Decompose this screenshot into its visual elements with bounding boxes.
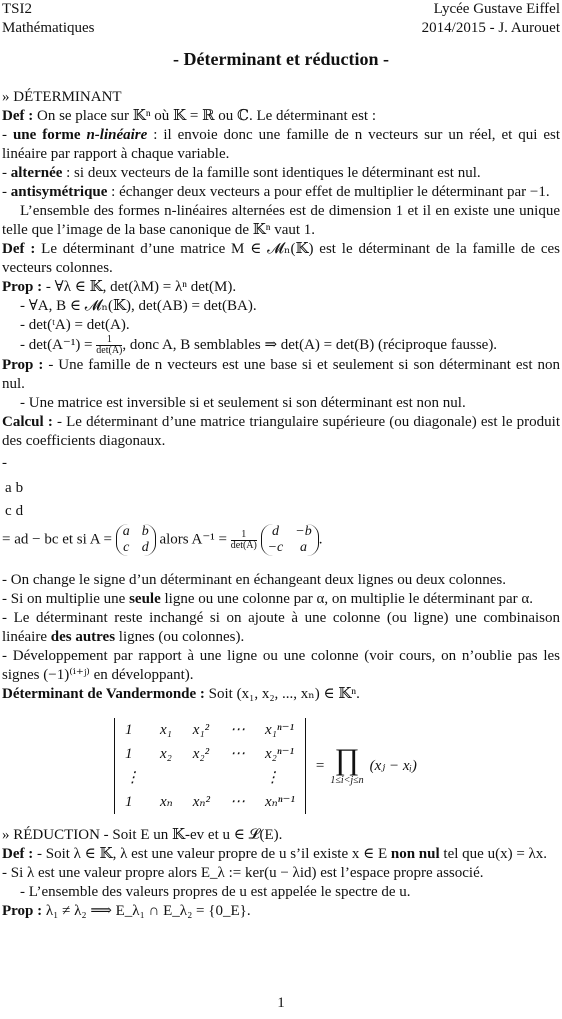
- matrix-cell: d: [141, 540, 149, 555]
- product-formula: = ∏ 1≤i<j≤n (xⱼ − xᵢ): [315, 743, 417, 786]
- def-label: Def :: [2, 108, 34, 124]
- matrix-cell: x₂ⁿ⁻¹: [264, 746, 294, 762]
- matrix-cell: x₁²: [192, 722, 210, 738]
- matrix-cell: −b: [295, 524, 312, 539]
- def-block-1: [2, 107, 560, 126]
- matrix-cell: xₙ²: [192, 794, 210, 810]
- section-heading-determinant: » DÉTERMINANT: [2, 89, 122, 105]
- calcul-block: [2, 413, 560, 451]
- prop2-b: - Une matrice est inversible si et seulement si son déterminant est non nul.: [20, 395, 466, 411]
- matrix-cell: 1: [125, 746, 133, 762]
- matrix-row: [262, 540, 318, 556]
- reste-post: lignes (ou colonnes).: [115, 629, 245, 645]
- matrix-row: [262, 524, 318, 540]
- matrix-A-inverse: [261, 524, 319, 556]
- matrix-row: [115, 742, 306, 766]
- reste-bold: des autres: [50, 629, 116, 645]
- ensemble-paragraph: L’ensemble des formes n-linéaires alternées est de dimension 1 et il en existe une unique telle que l’image de la base canonique de 𝕂ⁿ vaut 1.: [2, 203, 560, 238]
- prop1-d: [2, 335, 560, 356]
- prop-block-1: [2, 278, 560, 297]
- alternee-item: - alternée : si deux vecteurs de la famille sont identiques le déterminant est nul.: [2, 165, 481, 181]
- matrix-cell: d: [271, 524, 279, 539]
- matrix-cell: a: [122, 524, 130, 539]
- antisym-label: antisymétrique: [10, 184, 108, 200]
- prop-label: Prop :: [2, 279, 43, 295]
- matrix-row: [115, 718, 306, 742]
- forme-label-2: n-linéaire: [86, 127, 148, 143]
- matrix-cell: 1: [125, 794, 133, 810]
- section-heading-reduction: » RÉDUCTION - Soit E un 𝕂-ev et u ∈ 𝓛(E).: [2, 827, 283, 843]
- matrix-row: [4, 478, 24, 499]
- matrix-cell: ⋮: [264, 770, 280, 786]
- matrix-cell: x₂²: [192, 746, 210, 762]
- prop-block-3: [2, 902, 560, 921]
- forme-label: une forme: [12, 127, 81, 143]
- matrix-cell: x₂: [160, 746, 172, 762]
- def3-pre: - Soit λ ∈ 𝕂, λ est une valeur propre de u s’il existe x ∈ E: [36, 846, 391, 862]
- matrix-row: [115, 790, 306, 814]
- forme-text: : il envoie donc une famille de n vecteurs sur un réel, et qui est linéaire par rapport à chaque variable.: [2, 127, 560, 162]
- vandermonde-formula: [114, 718, 560, 814]
- reste-pre: - Le déterminant reste inchangé si on ajoute à une colonne (ou ligne) une combinaison linéaire: [2, 610, 560, 645]
- alternee-text: : si deux vecteurs de la famille sont identiques le déterminant est nul.: [62, 165, 481, 181]
- fraction-numerator: 1: [96, 335, 122, 346]
- espace-propre-item: - Si λ est une valeur propre alors E_λ := ker(u − λid) est l’espace propre associé.: [2, 865, 484, 881]
- def-label: Def :: [2, 846, 34, 862]
- page-header: [0, 0, 562, 38]
- matrix-cell: [150, 766, 183, 790]
- prop1-d-post: , donc A, B semblables ⇒ det(A) = det(B) (réciproque fausse).: [122, 336, 498, 353]
- product-operator: ∏ 1≤i<j≤n: [330, 743, 364, 786]
- matrix-cell: 1: [125, 722, 133, 738]
- matrix-cell: ⋮: [125, 770, 140, 786]
- antisym-text: : échanger deux vecteurs a pour effet de multiplier le déterminant par −1.: [107, 184, 550, 200]
- calc-eq2: alors A⁻¹ =: [159, 531, 227, 548]
- change-item: - On change le signe d’un déterminant en échangeant deux lignes ou deux colonnes.: [2, 572, 507, 588]
- matrix-cell: b: [15, 480, 24, 496]
- matrix-cell: ⋯: [229, 794, 245, 810]
- det2x2-formula: -: [2, 455, 11, 471]
- header-subject: Mathématiques: [2, 20, 95, 36]
- prop1-d-pre: - det(A⁻¹) =: [20, 336, 97, 353]
- dev-item: - Développement par rapport à une ligne ou une colonne (voir cours, on n’oublie pas les signes (−1)⁽ⁱ⁺ʲ⁾ en développant).: [2, 648, 560, 683]
- matrix-cell: ⋯: [229, 746, 245, 762]
- prop1-b: - ∀A, B ∈ 𝓜ₙ(𝕂), det(AB) = det(BA).: [20, 298, 257, 314]
- matrix-cell: −c: [267, 540, 284, 555]
- prop-block-2: [2, 356, 560, 394]
- matrix-row: [4, 501, 24, 522]
- matrix-cell: xₙⁿ⁻¹: [264, 794, 295, 810]
- matrix-cell: x₁: [160, 722, 172, 738]
- prop2-a: - Une famille de n vecteurs est une base si et seulement si son déterminant est non nul.: [2, 357, 561, 392]
- mult-post: ligne ou une colonne par α, on multiplie le déterminant par α.: [160, 591, 534, 607]
- header-year-author: 2014/2015 - J. Aurouet: [421, 20, 560, 36]
- prop-label: Prop :: [2, 357, 44, 373]
- matrix-row: [117, 524, 155, 540]
- fraction-denominator: det(A): [230, 539, 257, 551]
- def-block-2: [2, 240, 560, 278]
- fraction-numerator: 1: [231, 530, 257, 541]
- mult-item: [2, 590, 560, 609]
- prop1-c: - det(ᵗA) = det(A).: [20, 317, 130, 333]
- matrix-cell: a: [300, 540, 307, 555]
- matrix-row: [117, 540, 155, 556]
- vandermonde-matrix: [114, 718, 306, 814]
- matrix-cell: xₙ: [160, 794, 173, 810]
- spectre-item: - L’ensemble des valeurs propres de u est appelée le spectre de u.: [20, 884, 411, 900]
- alternee-label: alternée: [10, 165, 63, 181]
- mult-pre: - Si on multiplie une: [2, 591, 130, 607]
- matrix-cell: x₁ⁿ⁻¹: [264, 722, 294, 738]
- product-term: (xⱼ − xᵢ): [369, 757, 417, 774]
- def-label: Def :: [2, 241, 36, 257]
- mult-bold: seule: [129, 591, 161, 607]
- matrix-cell: c: [123, 540, 130, 555]
- antisym-item: - antisymétrique : échanger deux vecteurs a pour effet de multiplier le déterminant par −1.: [2, 184, 550, 200]
- inverse-fraction: [96, 335, 122, 356]
- prop-label: Prop :: [2, 903, 43, 919]
- prop1-a: - ∀λ ∈ 𝕂, det(λM) = λⁿ det(M).: [45, 279, 237, 295]
- matrix-cell: ⋯: [229, 722, 245, 738]
- vander-block: [2, 685, 560, 704]
- matrix-cell: c: [5, 503, 12, 519]
- reste-item: [2, 609, 560, 647]
- def3-post: tel que u(x) = λx.: [439, 846, 548, 862]
- calc-eq1: = ad − bc et si A =: [2, 531, 112, 548]
- def1-text: On se place sur 𝕂ⁿ où 𝕂 = ℝ ou ℂ. Le déterminant est :: [36, 108, 376, 124]
- def3-bold: non nul: [390, 846, 440, 862]
- product-subscript: 1≤i<j≤n: [330, 775, 364, 786]
- matrix-cell: d: [15, 503, 24, 519]
- matrix-cell: b: [141, 524, 149, 539]
- matrix-cell: [220, 766, 255, 790]
- forme-item: - une forme n-linéaire : il envoie donc une famille de n vecteurs sur un réel, et qui est linéaire par rapport à chaque variable.: [2, 127, 560, 162]
- matrix-cell: a: [5, 480, 12, 496]
- matrix-row: [115, 766, 306, 790]
- def-block-3: [2, 845, 560, 864]
- inverse-det-fraction: [231, 530, 257, 551]
- matrix-cell: [183, 766, 220, 790]
- page-title: - Déterminant et réduction -: [173, 49, 389, 69]
- vander-label: Déterminant de Vandermonde :: [2, 686, 205, 702]
- header-class: TSI2: [2, 1, 32, 17]
- prop3-text: λ₁ ≠ λ₂ ⟹ E_λ₁ ∩ E_λ₂ = {0_E}.: [45, 903, 251, 919]
- document-body: » DÉTERMINANT Def : On se place sur 𝕂ⁿ où 𝕂 = ℝ ou ℂ. Le déterminant est : - une forme n-linéaire : il envoie donc une famille de n vecteurs sur un réel, et qui est linéaire par rapport à chaque variable. - alternée : si deux vecteurs de la famille sont identiques le déterminant est nul. - antisymétrique : échanger deux vecteurs a pour effet de multiplier le déterminant par −1. L’ensemble des formes n-linéaires alternées est de dimension 1 et il en existe une unique telle que l’image de la base canonique de 𝕂ⁿ vaut 1. Def : Le déterminant d’une matrice M ∈ 𝓜ₙ(𝕂) est le déterminant de la famille de ces vecteurs colonnes. Prop : - ∀λ ∈ 𝕂, det(λM) = λⁿ det(M). - ∀A, B ∈ 𝓜ₙ(𝕂), det(AB) = det(BA). - det(ᵗA) = det(A). - det(A⁻¹) = $\frac{1}{\det(A)}$ , donc A, B semblables ⇒ det(A) = det(B) (réciproque fausse). Prop : - Une famille de n vecteurs est une base si et seulement si son déterminant est non nul. - Une matrice est inversible si et seulement si son déterminant est non nul. Calcul : - Le déterminant d’une matrice triangulaire supérieure (ou diagonale) est le produit des coefficients diagonaux. - a b c d = ad − bc et si A = a b c d alors A⁻¹ = $\frac{1}{\det(A)}$ d −b −c a . - On change le signe d’un déterminant en échangeant deux lignes ou deux colonnes. - Si on multiplie une seule ligne ou une colonne par α, on multiplie le déterminant par α. - Le déterminant reste inchangé si on ajoute à une colonne (ou ligne) une combinaison linéaire des autres lignes (ou colonnes). - Développement par rapport à une ligne ou une colonne (voir cours, on n’oublie pas les signes (−1)⁽ⁱ⁺ʲ⁾ en développant). Déterminant de Vandermonde : Soit (x₁, x₂, ..., xₙ) ∈ 𝕂ⁿ. 1 x₁ x₁² ⋯ x₁ⁿ⁻¹ 1 x₂ x₂² ⋯ x₂ⁿ⁻¹ ⋮ ⋮ 1 xₙ xₙ² ⋯ xₙⁿ⁻¹ = ∏ 1≤i<j≤n (xⱼ − xᵢ) » RÉDUCTION - Soit E un 𝕂-ev et u ∈ 𝓛(E). Def : - Soit λ ∈ 𝕂, λ est une valeur propre de u s’il existe x ∈ E non nul tel que u(x) = λx. - Si λ est une valeur propre alors E_λ := ker(u − λid) est l’espace propre associé. - L’ensemble des valeurs propres de u est appelée le spectre de u. Prop : λ₁ ≠ λ₂ ⟹ E_λ₁ ∩ E_λ₂ = {0_E}.: [2, 89, 561, 919]
- def2-text: Le déterminant d’une matrice M ∈ 𝓜ₙ(𝕂) est le déterminant de la famille de ces vecteurs colonnes.: [2, 241, 561, 276]
- vander-text: Soit (x₁, x₂, ..., xₙ) ∈ 𝕂ⁿ.: [204, 686, 360, 702]
- calcul-label: Calcul :: [2, 414, 53, 430]
- fraction-denominator: det(A): [96, 345, 123, 356]
- page-number: 1: [277, 995, 285, 1011]
- header-school: Lycée Gustave Eiffel: [433, 1, 560, 17]
- matrix-A: [116, 524, 156, 556]
- calcul-text: - Le déterminant d’une matrice triangulaire supérieure (ou diagonale) est le produit des coefficients diagonaux.: [2, 414, 560, 449]
